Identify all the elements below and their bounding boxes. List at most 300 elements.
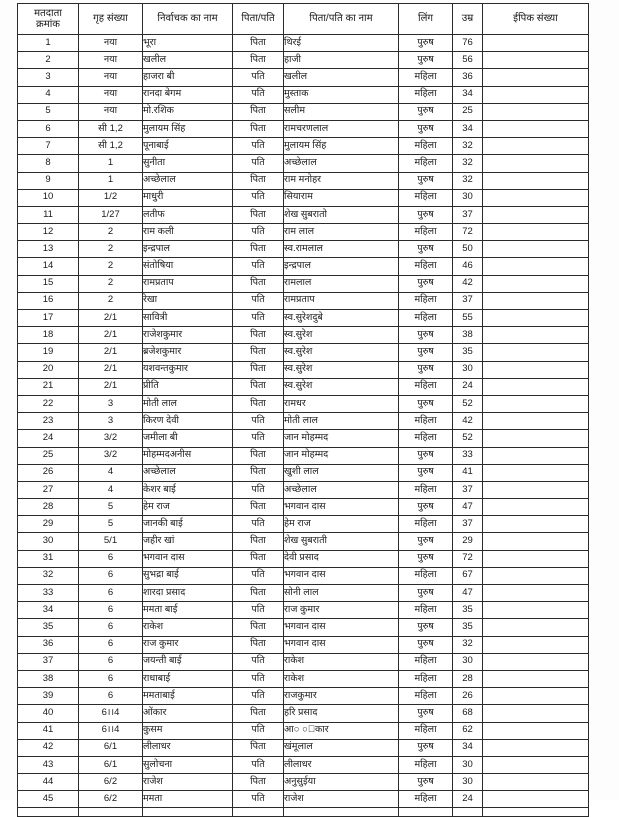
cell-age: 52 xyxy=(453,395,483,412)
cell-serial-number: 8 xyxy=(18,155,79,172)
cell-elector-name: राजेशकुमार xyxy=(143,327,233,344)
cell-elector-name: ममताबाई xyxy=(143,688,233,705)
table-row xyxy=(18,516,589,533)
cell-house-number: 6 xyxy=(79,688,143,705)
cell-epic-number xyxy=(483,52,589,69)
cell-gender: महिला xyxy=(399,86,453,103)
table-row xyxy=(18,464,589,481)
table-row xyxy=(18,567,589,584)
cell-relation-name: राजेश xyxy=(284,791,399,808)
cell-serial-number: 18 xyxy=(18,327,79,344)
cell-gender: पुरुष xyxy=(399,464,453,481)
cell-relation-type: पति xyxy=(233,155,284,172)
cell-gender: महिला xyxy=(399,378,453,395)
cell-house-number: 6 xyxy=(79,619,143,636)
cell-house-number: 1/2 xyxy=(79,189,143,206)
cell-relation-name xyxy=(284,808,399,817)
cell-serial-number: 22 xyxy=(18,395,79,412)
cell-serial-number: 7 xyxy=(18,138,79,155)
cell-gender: पुरुष xyxy=(399,774,453,791)
cell-elector-name: रेखा xyxy=(143,292,233,309)
cell-relation-type: पिता xyxy=(233,636,284,653)
cell-serial-number: 12 xyxy=(18,224,79,241)
cell-age: 72 xyxy=(453,550,483,567)
cell-relation-name: सियाराम xyxy=(284,189,399,206)
cell-age: 38 xyxy=(453,327,483,344)
table-row xyxy=(18,808,589,817)
cell-epic-number xyxy=(483,808,589,817)
cell-house-number: 3 xyxy=(79,395,143,412)
cell-gender: पुरुष xyxy=(399,705,453,722)
cell-epic-number xyxy=(483,344,589,361)
cell-serial-number: 24 xyxy=(18,430,79,447)
cell-house-number: 3/2 xyxy=(79,430,143,447)
cell-relation-name: रामधर xyxy=(284,395,399,412)
cell-serial-number: 41 xyxy=(18,722,79,739)
cell-relation-type: पति xyxy=(233,481,284,498)
cell-elector-name: रामप्रताप xyxy=(143,275,233,292)
cell-gender: पुरुष xyxy=(399,550,453,567)
cell-relation-name: रामचरणलाल xyxy=(284,120,399,137)
cell-serial-number: 5 xyxy=(18,103,79,120)
cell-gender: महिला xyxy=(399,292,453,309)
cell-serial-number: 11 xyxy=(18,206,79,223)
cell-serial-number: 43 xyxy=(18,756,79,773)
cell-elector-name: लतीफ xyxy=(143,206,233,223)
cell-elector-name: अच्छेलाल xyxy=(143,172,233,189)
cell-elector-name: रानदा बेगम xyxy=(143,86,233,103)
cell-age: 35 xyxy=(453,344,483,361)
cell-gender: महिला xyxy=(399,413,453,430)
table-row xyxy=(18,688,589,705)
table-row xyxy=(18,120,589,137)
cell-gender: महिला xyxy=(399,670,453,687)
cell-epic-number xyxy=(483,395,589,412)
cell-relation-type: पिता xyxy=(233,533,284,550)
table-row xyxy=(18,585,589,602)
cell-house-number: 6/1 xyxy=(79,739,143,756)
cell-epic-number xyxy=(483,155,589,172)
table-row xyxy=(18,413,589,430)
cell-elector-name: मोती लाल xyxy=(143,395,233,412)
cell-relation-type: पति xyxy=(233,791,284,808)
column-header-serial xyxy=(18,4,79,35)
cell-serial-number: 2 xyxy=(18,52,79,69)
table-row xyxy=(18,378,589,395)
cell-elector-name: किरण देवी xyxy=(143,413,233,430)
cell-age: 37 xyxy=(453,292,483,309)
cell-relation-name: आ○ ○ंकार xyxy=(284,722,399,739)
cell-epic-number xyxy=(483,619,589,636)
cell-relation-name: इन्द्रपाल xyxy=(284,258,399,275)
cell-serial-number: 36 xyxy=(18,636,79,653)
cell-gender: पुरुष xyxy=(399,35,453,52)
cell-house-number: 6 xyxy=(79,550,143,567)
cell-house-number: 6 xyxy=(79,636,143,653)
cell-serial-number: 19 xyxy=(18,344,79,361)
cell-gender: महिला xyxy=(399,189,453,206)
cell-relation-name: स्व.सुरेश xyxy=(284,378,399,395)
cell-elector-name: माधुरी xyxy=(143,189,233,206)
cell-age: 41 xyxy=(453,464,483,481)
cell-serial-number: 20 xyxy=(18,361,79,378)
cell-epic-number xyxy=(483,69,589,86)
cell-age: 47 xyxy=(453,585,483,602)
cell-serial-number: 6 xyxy=(18,120,79,137)
cell-relation-name: राजकुमार xyxy=(284,688,399,705)
table-row xyxy=(18,155,589,172)
cell-relation-type: पति xyxy=(233,602,284,619)
cell-epic-number xyxy=(483,292,589,309)
cell-house-number: 6 xyxy=(79,585,143,602)
cell-epic-number xyxy=(483,602,589,619)
cell-gender: पुरुष xyxy=(399,120,453,137)
cell-gender: पुरुष xyxy=(399,739,453,756)
cell-gender: पुरुष xyxy=(399,447,453,464)
cell-gender: पुरुष xyxy=(399,585,453,602)
table-row xyxy=(18,670,589,687)
cell-age: 56 xyxy=(453,52,483,69)
cell-house-number: 2/1 xyxy=(79,344,143,361)
cell-house-number: 4 xyxy=(79,464,143,481)
cell-elector-name: जयन्ती बाई xyxy=(143,653,233,670)
cell-relation-name: हरि प्रसाद xyxy=(284,705,399,722)
cell-house-number: 6।।4 xyxy=(79,705,143,722)
cell-elector-name: सुभद्रा बाई xyxy=(143,567,233,584)
table-row xyxy=(18,447,589,464)
cell-relation-type: पिता xyxy=(233,499,284,516)
cell-relation-name: मुलायम सिंह xyxy=(284,138,399,155)
cell-house-number: 2 xyxy=(79,275,143,292)
cell-age: 42 xyxy=(453,275,483,292)
cell-gender: पुरुष xyxy=(399,103,453,120)
cell-elector-name: लीलाधर xyxy=(143,739,233,756)
cell-gender: पुरुष xyxy=(399,636,453,653)
table-row xyxy=(18,327,589,344)
cell-serial-number: 38 xyxy=(18,670,79,687)
cell-age: 35 xyxy=(453,619,483,636)
cell-elector-name: खलील xyxy=(143,52,233,69)
cell-elector-name: पूनाबाई xyxy=(143,138,233,155)
cell-elector-name: केशर बाई xyxy=(143,481,233,498)
cell-elector-name: सावित्री xyxy=(143,310,233,327)
cell-epic-number xyxy=(483,550,589,567)
cell-elector-name: मुलायम सिंह xyxy=(143,120,233,137)
cell-epic-number xyxy=(483,722,589,739)
cell-elector-name: जमीला बी xyxy=(143,430,233,447)
cell-serial-number: 28 xyxy=(18,499,79,516)
cell-age: 52 xyxy=(453,430,483,447)
cell-relation-name: जान मोहम्मद xyxy=(284,430,399,447)
cell-age: 55 xyxy=(453,310,483,327)
cell-epic-number xyxy=(483,327,589,344)
cell-gender: महिला xyxy=(399,258,453,275)
cell-relation-name: भगवान दास xyxy=(284,636,399,653)
cell-relation-type: पति xyxy=(233,413,284,430)
cell-relation-name: अच्छेलाल xyxy=(284,481,399,498)
cell-age: 72 xyxy=(453,224,483,241)
cell-serial-number: 4 xyxy=(18,86,79,103)
cell-serial-number: 9 xyxy=(18,172,79,189)
cell-serial-number: 44 xyxy=(18,774,79,791)
cell-house-number: 2/1 xyxy=(79,378,143,395)
cell-relation-type: पिता xyxy=(233,35,284,52)
cell-epic-number xyxy=(483,224,589,241)
cell-gender: पुरुष xyxy=(399,206,453,223)
cell-relation-name: राकेश xyxy=(284,670,399,687)
cell-epic-number xyxy=(483,481,589,498)
table-row xyxy=(18,739,589,756)
cell-elector-name: हेम राज xyxy=(143,499,233,516)
cell-house-number: 2/1 xyxy=(79,361,143,378)
cell-relation-type: पति xyxy=(233,430,284,447)
cell-serial-number: 25 xyxy=(18,447,79,464)
cell-gender: पुरुष xyxy=(399,327,453,344)
cell-relation-name: देवी प्रसाद xyxy=(284,550,399,567)
cell-relation-name: अनुसुईया xyxy=(284,774,399,791)
table-body xyxy=(18,35,589,817)
cell-elector-name: प्रीति xyxy=(143,378,233,395)
cell-age: 37 xyxy=(453,481,483,498)
column-header-gender-label: लिंग xyxy=(418,13,433,25)
cell-serial-number: 40 xyxy=(18,705,79,722)
cell-relation-type: पति xyxy=(233,516,284,533)
cell-epic-number xyxy=(483,361,589,378)
cell-relation-type: पति xyxy=(233,224,284,241)
cell-epic-number xyxy=(483,310,589,327)
cell-gender: महिला xyxy=(399,155,453,172)
table-row xyxy=(18,636,589,653)
column-header-serial-line2: क्रमांक xyxy=(36,19,60,30)
voter-roll-table xyxy=(17,3,589,817)
cell-serial-number: 32 xyxy=(18,567,79,584)
table-row xyxy=(18,241,589,258)
cell-relation-name: सलीम xyxy=(284,103,399,120)
cell-epic-number xyxy=(483,705,589,722)
cell-relation-name: मोती लाल xyxy=(284,413,399,430)
cell-serial-number: 35 xyxy=(18,619,79,636)
cell-epic-number xyxy=(483,86,589,103)
cell-house-number: 5 xyxy=(79,516,143,533)
cell-serial-number: 15 xyxy=(18,275,79,292)
cell-house-number xyxy=(79,808,143,817)
cell-elector-name: हाजरा बी xyxy=(143,69,233,86)
cell-gender: पुरुष xyxy=(399,499,453,516)
cell-gender: महिला xyxy=(399,688,453,705)
cell-elector-name: राकेश xyxy=(143,619,233,636)
cell-house-number: नया xyxy=(79,103,143,120)
cell-house-number: 3/2 xyxy=(79,447,143,464)
cell-age: 34 xyxy=(453,86,483,103)
cell-house-number: सी 1,2 xyxy=(79,138,143,155)
cell-relation-type: पति xyxy=(233,138,284,155)
cell-gender: महिला xyxy=(399,516,453,533)
cell-epic-number xyxy=(483,413,589,430)
table-row xyxy=(18,619,589,636)
cell-house-number: 1 xyxy=(79,172,143,189)
table-header xyxy=(18,4,589,35)
cell-relation-type: पिता xyxy=(233,585,284,602)
column-header-relation-name-label: पिता/पति का नाम xyxy=(309,13,373,25)
cell-age: 32 xyxy=(453,155,483,172)
cell-age: 29 xyxy=(453,533,483,550)
cell-elector-name: जहीर खां xyxy=(143,533,233,550)
cell-age: 32 xyxy=(453,636,483,653)
table-row xyxy=(18,653,589,670)
cell-relation-type: पिता xyxy=(233,447,284,464)
cell-house-number: 4 xyxy=(79,481,143,498)
cell-house-number: नया xyxy=(79,86,143,103)
cell-house-number: सी 1,2 xyxy=(79,120,143,137)
cell-house-number: 6 xyxy=(79,567,143,584)
cell-serial-number xyxy=(18,808,79,817)
cell-relation-name: राम लाल xyxy=(284,224,399,241)
cell-age: 26 xyxy=(453,688,483,705)
cell-elector-name xyxy=(143,808,233,817)
cell-epic-number xyxy=(483,670,589,687)
cell-relation-type: पति xyxy=(233,292,284,309)
cell-age: 30 xyxy=(453,361,483,378)
table-row xyxy=(18,52,589,69)
cell-elector-name: ब्रजेशकुमार xyxy=(143,344,233,361)
cell-gender: पुरुष xyxy=(399,275,453,292)
cell-gender: पुरुष xyxy=(399,395,453,412)
cell-age: 34 xyxy=(453,739,483,756)
table-row xyxy=(18,224,589,241)
cell-house-number: 2 xyxy=(79,258,143,275)
cell-epic-number xyxy=(483,567,589,584)
cell-relation-type: पिता xyxy=(233,739,284,756)
cell-epic-number xyxy=(483,533,589,550)
cell-relation-name: रामलाल xyxy=(284,275,399,292)
cell-house-number: 2/1 xyxy=(79,327,143,344)
cell-relation-name: स्व.सुरेश xyxy=(284,327,399,344)
cell-gender: महिला xyxy=(399,602,453,619)
cell-serial-number: 30 xyxy=(18,533,79,550)
cell-epic-number xyxy=(483,464,589,481)
cell-epic-number xyxy=(483,430,589,447)
cell-epic-number xyxy=(483,172,589,189)
column-header-gender xyxy=(399,4,453,35)
cell-serial-number: 45 xyxy=(18,791,79,808)
cell-relation-type: पिता xyxy=(233,378,284,395)
column-header-house xyxy=(79,4,143,35)
cell-serial-number: 3 xyxy=(18,69,79,86)
cell-relation-type: पति xyxy=(233,189,284,206)
cell-age: 35 xyxy=(453,602,483,619)
table-row xyxy=(18,756,589,773)
cell-relation-name: राज कुमार xyxy=(284,602,399,619)
cell-relation-name: सोनी लाल xyxy=(284,585,399,602)
cell-relation-name: खंमूलाल xyxy=(284,739,399,756)
voter-roll-sheet xyxy=(17,3,588,817)
cell-epic-number xyxy=(483,241,589,258)
cell-house-number: 3 xyxy=(79,413,143,430)
cell-house-number: 6।।4 xyxy=(79,722,143,739)
cell-gender: महिला xyxy=(399,224,453,241)
table-row xyxy=(18,292,589,309)
table-row xyxy=(18,705,589,722)
table-row xyxy=(18,791,589,808)
cell-relation-type: पिता xyxy=(233,344,284,361)
cell-age: 30 xyxy=(453,756,483,773)
cell-age: 33 xyxy=(453,447,483,464)
cell-epic-number xyxy=(483,499,589,516)
cell-elector-name: मोहम्मदअनीस xyxy=(143,447,233,464)
cell-relation-type: पिता xyxy=(233,206,284,223)
column-header-elector-name-label: निर्वाचक का नाम xyxy=(157,13,218,25)
cell-epic-number xyxy=(483,774,589,791)
cell-house-number: 1 xyxy=(79,155,143,172)
cell-serial-number: 33 xyxy=(18,585,79,602)
cell-epic-number xyxy=(483,739,589,756)
cell-relation-name: स्व.सुरेश xyxy=(284,344,399,361)
cell-house-number: 2/1 xyxy=(79,310,143,327)
cell-gender: पुरुष xyxy=(399,533,453,550)
cell-epic-number xyxy=(483,103,589,120)
cell-serial-number: 42 xyxy=(18,739,79,756)
table-row xyxy=(18,344,589,361)
table-row xyxy=(18,774,589,791)
cell-age: 24 xyxy=(453,791,483,808)
cell-relation-name: राकेश xyxy=(284,653,399,670)
cell-epic-number xyxy=(483,791,589,808)
cell-house-number: 6/1 xyxy=(79,756,143,773)
cell-serial-number: 16 xyxy=(18,292,79,309)
cell-age: 25 xyxy=(453,103,483,120)
cell-relation-type: पिता xyxy=(233,395,284,412)
column-header-age xyxy=(453,4,483,35)
cell-age: 30 xyxy=(453,189,483,206)
cell-relation-type: पति xyxy=(233,69,284,86)
cell-house-number: नया xyxy=(79,52,143,69)
cell-gender: पुरुष xyxy=(399,619,453,636)
header-row xyxy=(18,4,589,35)
cell-relation-name: स्व.रामलाल xyxy=(284,241,399,258)
cell-serial-number: 17 xyxy=(18,310,79,327)
column-header-relation xyxy=(233,4,284,35)
cell-relation-type: पिता xyxy=(233,550,284,567)
cell-gender: पुरुष xyxy=(399,241,453,258)
table-row xyxy=(18,430,589,447)
table-row xyxy=(18,722,589,739)
cell-relation-type: पिता xyxy=(233,774,284,791)
cell-serial-number: 29 xyxy=(18,516,79,533)
cell-gender: महिला xyxy=(399,138,453,155)
cell-relation-type: पति xyxy=(233,756,284,773)
cell-age: 28 xyxy=(453,670,483,687)
cell-elector-name: शारदा प्रसाद xyxy=(143,585,233,602)
cell-elector-name: राम कली xyxy=(143,224,233,241)
cell-relation-name: भगवान दास xyxy=(284,619,399,636)
cell-epic-number xyxy=(483,688,589,705)
cell-house-number: 2 xyxy=(79,241,143,258)
cell-age: 36 xyxy=(453,69,483,86)
cell-relation-name: शेख सुबराती xyxy=(284,533,399,550)
cell-epic-number xyxy=(483,206,589,223)
cell-epic-number xyxy=(483,189,589,206)
table-row xyxy=(18,138,589,155)
cell-relation-name: जान मोहम्मद xyxy=(284,447,399,464)
cell-serial-number: 34 xyxy=(18,602,79,619)
cell-relation-name: स्व.सुरेशदुबे xyxy=(284,310,399,327)
cell-epic-number xyxy=(483,35,589,52)
cell-serial-number: 31 xyxy=(18,550,79,567)
cell-elector-name: सुलोचना xyxy=(143,756,233,773)
cell-epic-number xyxy=(483,585,589,602)
cell-relation-type: पिता xyxy=(233,103,284,120)
cell-relation-name: थिरई xyxy=(284,35,399,52)
